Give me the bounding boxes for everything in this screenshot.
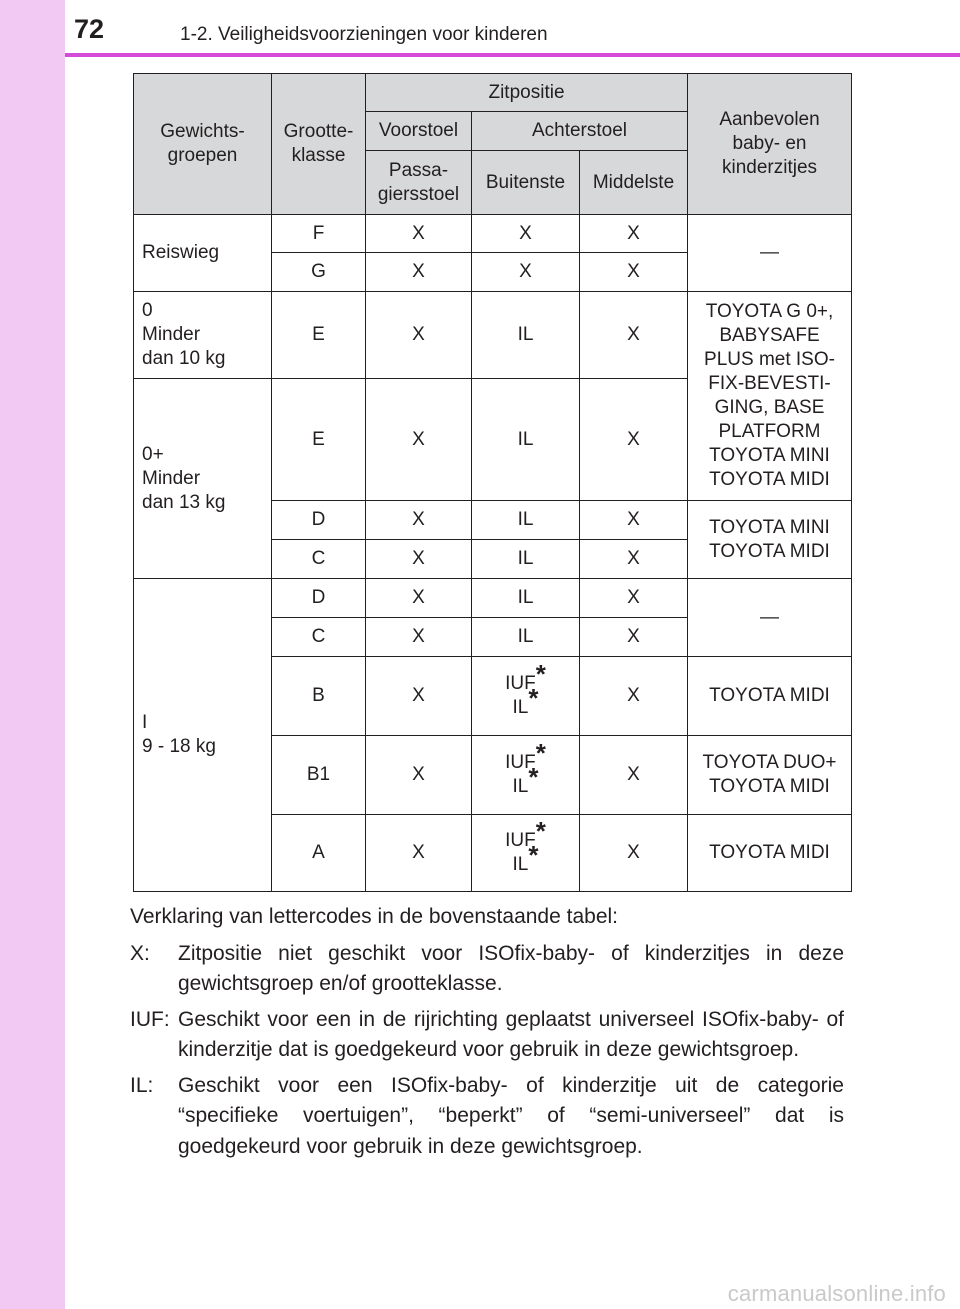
legend-text: Geschikt voor een in de rijrichting geplaatst universeel ISOfix-baby- of kinderzitje dat is goedgekeurd voor gebruik in deze gewichtsgroep. [178,1007,844,1061]
legend-intro: Verklaring van lettercodes in de bovenstaande tabel: [130,905,618,928]
header-recommended-seats: Aanbevolen baby- en kinderzitjes [688,74,852,215]
middle-cell: X [580,618,688,657]
legend-code: X: [130,941,150,965]
outer-cell: IL [472,379,580,501]
header-weight-group: Gewichts- groepen [134,74,272,215]
legend-text: Geschikt voor een ISOfix-baby- of kinderzitje uit de categorie “specifieke voertuigen”, “beperkt” of “semi-universeel” dat is goedgekeurd voor gebruik in deze gewichtsgroep. [178,1073,844,1158]
middle-cell: X [580,736,688,815]
outer-cell: IUF* IL* [472,736,580,815]
watermark: carmanualsonline.info [727,1281,946,1306]
table-row [134,292,852,379]
outer-cell: IL [472,618,580,657]
passenger-cell: X [366,253,472,292]
weight-group-0plus: 0+ Minder dan 13 kg [134,379,272,579]
size-cell: B1 [272,736,366,815]
recommended-cell: TOYOTA MIDI [688,657,852,736]
size-cell: D [272,501,366,540]
header-rule [65,53,960,57]
size-cell: B [272,657,366,736]
outer-cell: IL [472,501,580,540]
header-outer-seat: Buitenste [472,151,580,215]
middle-cell: X [580,579,688,618]
header-seat-position: Zitpositie [366,74,688,112]
legend-code: IL: [130,1073,154,1097]
side-strip [0,0,65,1309]
weight-group-reiswieg: Reiswieg [134,215,272,292]
header-front-seat: Voorstoel [366,112,472,151]
passenger-cell: X [366,540,472,579]
page-number: 72 [74,14,105,44]
weight-group-0: 0 Minder dan 10 kg [134,292,272,379]
size-cell: E [272,292,366,379]
recommended-cell: TOYOTA MIDI [688,815,852,892]
size-cell: A [272,815,366,892]
header-rear-seat: Achterstoel [472,112,688,151]
passenger-cell: X [366,501,472,540]
recommended-cell: TOYOTA DUO+ TOYOTA MIDI [688,736,852,815]
size-cell: D [272,579,366,618]
size-cell: G [272,253,366,292]
legend-code: IUF: [130,1007,170,1031]
outer-cell: X [472,215,580,253]
legend-item-il [130,1071,844,1163]
middle-cell: X [580,292,688,379]
middle-cell: X [580,501,688,540]
legend-item-x [130,939,844,1000]
weight-group-I: I 9 - 18 kg [134,579,272,892]
header-middle-seat: Middelste [580,151,688,215]
legend-text: Zitpositie niet geschikt voor ISOfix-baby- of kinderzitjes in deze gewichtsgroep en/of grootteklasse. [178,941,844,995]
section-title: 1-2. Veiligheidsvoorzieningen voor kinderen [180,24,548,45]
passenger-cell: X [366,292,472,379]
table-row [134,579,852,618]
size-cell: C [272,540,366,579]
header-size-class: Grootte- klasse [272,74,366,215]
middle-cell: X [580,657,688,736]
passenger-cell: X [366,618,472,657]
middle-cell: X [580,379,688,501]
outer-cell: IUF* IL* [472,815,580,892]
passenger-cell: X [366,379,472,501]
isofix-seat-table [133,73,852,892]
recommended-cell: TOYOTA MINI TOYOTA MIDI [688,501,852,579]
outer-cell: IL [472,579,580,618]
passenger-cell: X [366,815,472,892]
header-passenger-seat: Passa- giersstoel [366,151,472,215]
passenger-cell: X [366,215,472,253]
middle-cell: X [580,253,688,292]
outer-cell: IUF* IL* [472,657,580,736]
outer-cell: IL [472,540,580,579]
passenger-cell: X [366,579,472,618]
size-cell: E [272,379,366,501]
recommended-cell: — [688,579,852,657]
size-cell: C [272,618,366,657]
outer-cell: X [472,253,580,292]
legend-notes [130,902,844,1167]
passenger-cell: X [366,657,472,736]
recommended-cell: TOYOTA G 0+, BABYSAFE PLUS met ISO- FIX-BEVESTI- GING, BASE PLATFORM TOYOTA MINI TOYOTA MIDI [688,292,852,501]
middle-cell: X [580,215,688,253]
legend-item-iuf [130,1005,844,1066]
table-row [134,215,852,253]
passenger-cell: X [366,736,472,815]
recommended-cell: — [688,215,852,292]
middle-cell: X [580,540,688,579]
size-cell: F [272,215,366,253]
middle-cell: X [580,815,688,892]
outer-cell: IL [472,292,580,379]
